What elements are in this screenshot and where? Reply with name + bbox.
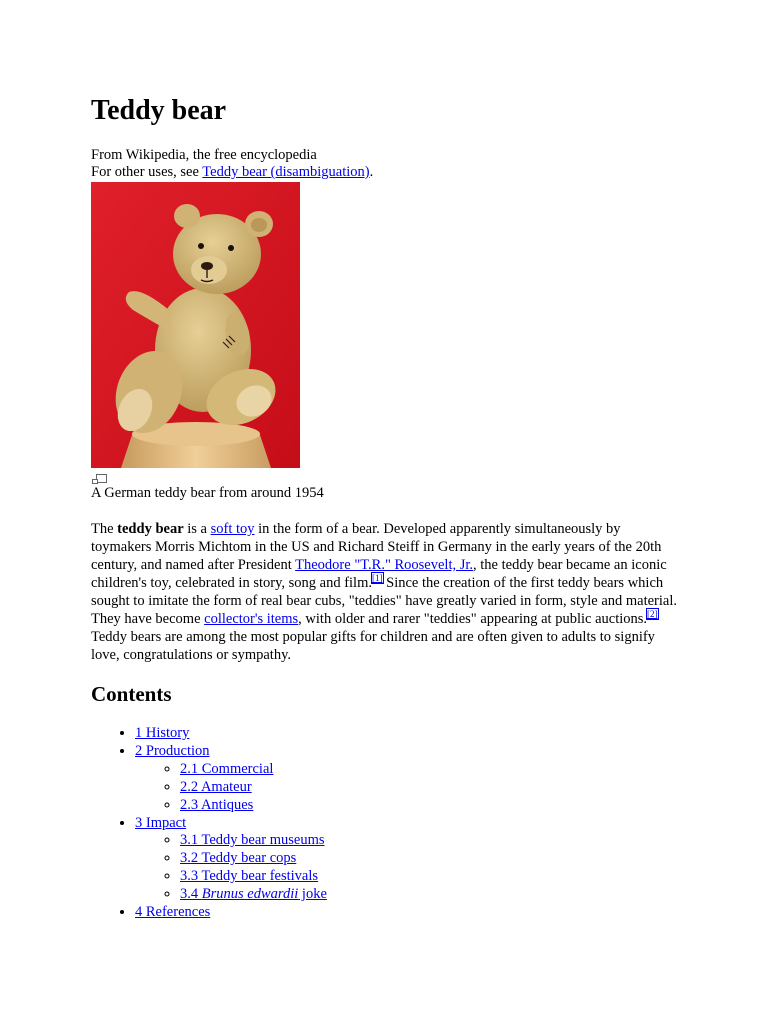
magnify-clip-graphic [91,474,107,485]
toc-link-history[interactable]: 1 History [135,725,190,741]
hatnote-prefix: For other uses, see [91,164,203,180]
toc-item [135,904,327,922]
reference-2-link[interactable]: [2] [647,609,658,619]
teddy-bear-image [91,182,300,468]
toc-item [135,725,327,743]
toc-subitem [180,868,327,886]
toc-subitem [180,779,327,797]
disambiguation-link[interactable]: Teddy bear (disambiguation) [202,164,370,180]
toc-link-production[interactable]: 2 Production [135,742,210,759]
toc-link-brunus[interactable] [180,886,327,902]
toc-sublist [135,832,327,904]
roosevelt-link[interactable]: Theodore "T.R." Roosevelt, Jr. [295,557,474,573]
page-title: Teddy bear [91,95,227,126]
toc-subitem [180,761,327,779]
toc-item [135,743,327,815]
intro-text-6: , with older and rarer "teddies" appearing at public auctions. [298,611,648,627]
intro-text-3: in the form of a bear. Developed apparently simultaneously by toymakers Morris Michtom in the US and Richard Steiff in Germany in the early years of the 20th century, and named after President [91,521,662,573]
intro-bold-term: teddy bear [117,521,184,537]
toc-link-commercial[interactable]: 2.1 Commercial [180,760,274,777]
toc-brunus-number: 3.4 [180,886,202,903]
toc-subitem [180,850,327,868]
intro-text-4: , the teddy bear became an iconic children's toy, celebrated in story, song and film. [91,557,667,591]
contents-heading: Contents [91,682,172,706]
image-caption: A German teddy bear from around 1954 [91,485,324,501]
table-of-contents [91,725,327,922]
toc-sublist [135,761,327,815]
reference-1 [372,573,383,583]
teddy-bear-photo[interactable] [91,182,300,468]
intro-text-7: Teddy bears are among the most popular gifts for children and are often given to adults to signify love, congratulations or sympathy. [91,629,655,663]
toc-link-festivals[interactable]: 3.3 Teddy bear festivals [180,868,319,885]
reference-1-link[interactable]: [1] [372,573,383,583]
toc-link-references[interactable]: 4 References [135,904,211,921]
hatnote-suffix: . [369,164,374,180]
toc-item [135,815,327,905]
reference-2 [647,609,658,619]
intro-text-5: Since the creation of the first teddy bears which sought to imitate the form of real bear cubs, "teddies" have greatly varied in form, style and material. They have become [91,575,678,627]
toc-subitem [180,797,327,815]
hatnote [91,164,373,181]
article-header [91,147,373,181]
toc-link-cops[interactable]: 3.2 Teddy bear cops [180,850,297,867]
toc-subitem [180,886,327,904]
toc-link-museums[interactable]: 3.1 Teddy bear museums [180,832,325,849]
toc-brunus-suffix: joke [298,886,327,903]
intro-paragraph [91,520,681,664]
toc-link-amateur[interactable]: 2.2 Amateur [180,778,252,795]
intro-text-2: is a [183,521,211,537]
toc-link-antiques[interactable]: 2.3 Antiques [180,796,254,813]
toc-brunus-italic: Brunus edwardii [201,886,299,903]
magnify-clip-icon[interactable] [91,473,107,484]
soft-toy-link[interactable]: soft toy [210,521,255,537]
site-tagline: From Wikipedia, the free encyclopedia [91,147,317,163]
toc-link-impact[interactable]: 3 Impact [135,814,187,831]
intro-text-1: The [91,521,118,537]
toc-subitem [180,832,327,850]
collectors-items-link[interactable]: collector's items [204,611,299,627]
